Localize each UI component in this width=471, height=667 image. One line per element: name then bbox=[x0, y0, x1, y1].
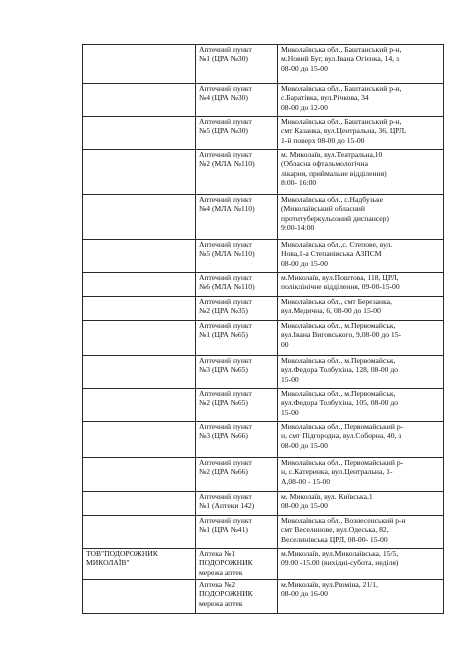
table-row bbox=[83, 516, 444, 549]
address-cell: Миколаївська обл., Вознесенський р-н смт Веселинове, вул.Одеська, 82, Веселинівська ЦРЛ, 08-00- 15-00 bbox=[278, 516, 444, 549]
organization-cell bbox=[83, 273, 196, 297]
address-cell: Миколаївська обл., Первомайський р- н, смт Підгородна, вул.Соборна, 40, з 08-00 до 15-00 bbox=[278, 422, 444, 458]
pharmacy-name-cell: Аптечний пункт №4 (МЛА №110) bbox=[196, 195, 278, 240]
organization-cell bbox=[83, 458, 196, 492]
address-cell: Миколаївська обл., м.Первомайськ, вул.Івана Виговського, 9,08-00 до 15- 00 bbox=[278, 321, 444, 356]
organization-cell bbox=[83, 195, 196, 240]
pharmacy-name-cell: Аптека №1 ПОДОРОЖНИК мережа аптек bbox=[196, 549, 278, 580]
organization-cell bbox=[83, 389, 196, 422]
pharmacy-table bbox=[82, 44, 444, 614]
address-cell: м. Миколаїв, вул. Київська,1 08-00 до 15-00 bbox=[278, 492, 444, 516]
organization-cell bbox=[83, 580, 196, 614]
pharmacy-name-cell: Аптечний пункт №2 (ЦРА №35) bbox=[196, 297, 278, 321]
address-cell: Миколаївська обл., Баштанський р-н, с.Баратівка, вул.Річкова, 34 08-00 до 12-00 bbox=[278, 84, 444, 117]
pharmacy-name-cell: Аптечний пункт №3 (ЦРА №66) bbox=[196, 422, 278, 458]
address-cell: Миколаївська обл., Баштанський р-н, смт Казанка, вул.Центральна, 36, ЦРЛ, 1-й поверх 08-00 до 15-00 bbox=[278, 117, 444, 150]
address-cell: Миколаївська обл.,с. Степове, вул. Нова,1-а Степанівська АЗПСМ 08-00 до 15-00 bbox=[278, 240, 444, 273]
pharmacy-name-cell: Аптечний пункт №5 (ЦРА №30) bbox=[196, 117, 278, 150]
organization-cell bbox=[83, 240, 196, 273]
address-cell: Миколаївська обл., с.Надбузьке (Миколаївський обласний протитуберкульозний диспансер) 9:00-14:00 bbox=[278, 195, 444, 240]
address-cell: Миколаївська обл., Баштанський р-н, м.Новий Буг, вул.Івана Огієнка, 14, з 08-00 до 15-00 bbox=[278, 45, 444, 84]
table-row bbox=[83, 84, 444, 117]
table-row bbox=[83, 240, 444, 273]
pharmacy-name-cell: Аптечний пункт №2 (ЦРА №65) bbox=[196, 389, 278, 422]
organization-cell: ТОВ"ПОДОРОЖНИК МИКОЛАЇВ" bbox=[83, 549, 196, 580]
organization-cell bbox=[83, 422, 196, 458]
table-row bbox=[83, 580, 444, 614]
address-cell: м. Миколаїв, вул.Театральна,10 (Обласна офтальмологічна лікарня, приймальне відділення) 8:00- 16:00 bbox=[278, 150, 444, 195]
organization-cell bbox=[83, 84, 196, 117]
address-cell: м.Миколаїв, вул.Рюміна, 21/1, 08-00 до 16-00 bbox=[278, 580, 444, 614]
address-cell: м.Миколаїв, вул.Поштова, 118, ЦРЛ, поліклінічне відділення, 09-00-15-00 bbox=[278, 273, 444, 297]
organization-cell bbox=[83, 45, 196, 84]
pharmacy-name-cell: Аптечний пункт №1 (Аптеки 142) bbox=[196, 492, 278, 516]
pharmacy-name-cell: Аптечний пункт №2 (МЛА №110) bbox=[196, 150, 278, 195]
pharmacy-name-cell: Аптечний пункт №5 (МЛА №110) bbox=[196, 240, 278, 273]
pharmacy-name-cell: Аптечний пункт №1 (ЦРА №41) bbox=[196, 516, 278, 549]
pharmacy-name-cell: Аптечний пункт №6 (МЛА №110) bbox=[196, 273, 278, 297]
table-row bbox=[83, 389, 444, 422]
address-cell: Миколаївська обл., смт Березанка, вул.Медична, 6, 08-00 до 15-00 bbox=[278, 297, 444, 321]
table-row bbox=[83, 422, 444, 458]
organization-cell bbox=[83, 297, 196, 321]
table-row bbox=[83, 356, 444, 389]
organization-cell bbox=[83, 492, 196, 516]
address-cell: м.Миколаїв, вул.Миколаївська, 15/5, 09.00 -15.00 (вихідні-субота, неділя) bbox=[278, 549, 444, 580]
organization-cell bbox=[83, 117, 196, 150]
pharmacy-name-cell: Аптека №2 ПОДОРОЖНИК мережа аптек bbox=[196, 580, 278, 614]
table-row bbox=[83, 195, 444, 240]
table-row bbox=[83, 297, 444, 321]
table-row bbox=[83, 458, 444, 492]
address-cell: Миколаївська обл., Первомайський р- н, с.Катеринка, вул.Центральна, 1- А,08-00 - 15-00 bbox=[278, 458, 444, 492]
table-row bbox=[83, 492, 444, 516]
table-row bbox=[83, 273, 444, 297]
organization-cell bbox=[83, 516, 196, 549]
pharmacy-name-cell: Аптечний пункт №4 (ЦРА №30) bbox=[196, 84, 278, 117]
table-row bbox=[83, 150, 444, 195]
pharmacy-name-cell: Аптечний пункт №3 (ЦРА №65) bbox=[196, 356, 278, 389]
pharmacy-name-cell: Аптечний пункт №1 (ЦРА №65) bbox=[196, 321, 278, 356]
address-cell: Миколаївська обл., м.Первомайськ, вул.Федора Толбухіна, 105, 08-00 до 15-00 bbox=[278, 389, 444, 422]
table-row bbox=[83, 321, 444, 356]
pharmacy-name-cell: Аптечний пункт №1 (ЦРА №30) bbox=[196, 45, 278, 84]
table-row bbox=[83, 45, 444, 84]
organization-cell bbox=[83, 356, 196, 389]
pharmacy-name-cell: Аптечний пункт №2 (ЦРА №66) bbox=[196, 458, 278, 492]
table-row bbox=[83, 549, 444, 580]
address-cell: Миколаївська обл., м.Первомайськ, вул.Федора Толбухіна, 128, 08-00 до 15-00 bbox=[278, 356, 444, 389]
table-row bbox=[83, 117, 444, 150]
organization-cell bbox=[83, 150, 196, 195]
organization-cell bbox=[83, 321, 196, 356]
